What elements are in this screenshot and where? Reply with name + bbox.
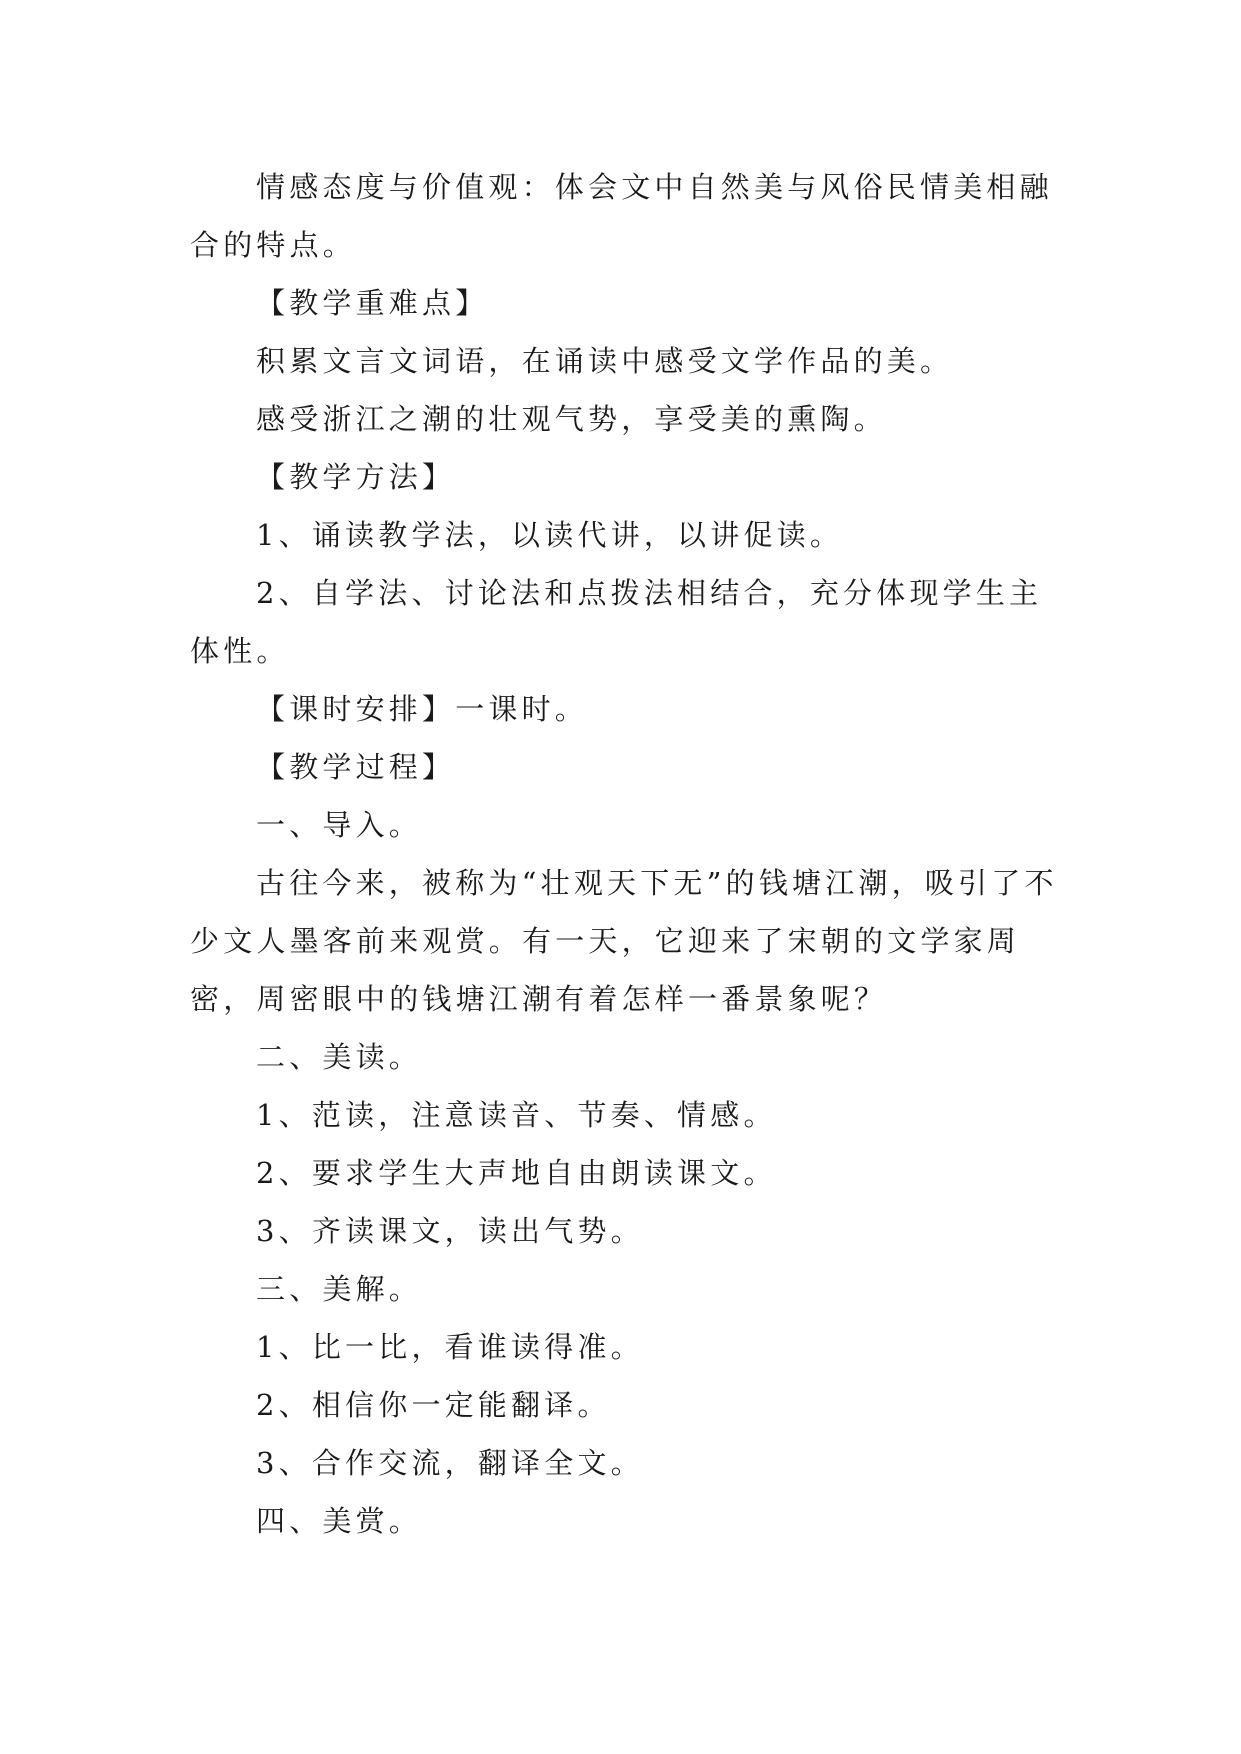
paragraph-understanding-3: 3、合作交流，翻译全文。 (256, 1446, 644, 1480)
section-appreciation: 四、美赏。 (256, 1504, 423, 1538)
paragraph-understanding-2: 2、相信你一定能翻译。 (256, 1388, 611, 1422)
paragraph-method-2: 2、自学法、讨论法和点拨法相结合，充分体现学生主体性。 (190, 576, 1043, 668)
paragraph-introduction: 古往今来，被称为“壮观天下无”的钱塘江潮，吸引了不少文人墨客前来观赏。有一天，它迎来了宋朝的文学家周密，周密眼中的钱塘江潮有着怎样一番景象呢？ (190, 866, 1058, 1016)
section-introduction: 一、导入。 (256, 808, 423, 842)
heading-key-points: 【教学重难点】 (256, 286, 489, 320)
section-reading: 二、美读。 (256, 1040, 423, 1074)
heading-teaching-methods: 【教学方法】 (256, 460, 456, 494)
section-understanding: 三、美解。 (256, 1272, 423, 1306)
paragraph-key-point-1: 积累文言文词语，在诵读中感受文学作品的美。 (256, 344, 954, 378)
paragraph-reading-1: 1、范读，注意读音、节奏、情感。 (256, 1098, 777, 1132)
paragraph-understanding-1: 1、比一比，看谁读得准。 (256, 1330, 644, 1364)
paragraph-reading-2: 2、要求学生大声地自由朗读课文。 (256, 1156, 777, 1190)
paragraph-key-point-2: 感受浙江之潮的壮观气势，享受美的熏陶。 (256, 402, 887, 436)
paragraph-values-goal: 情感态度与价值观：体会文中自然美与风俗民情美相融合的特点。 (190, 170, 1053, 262)
document-body (190, 158, 1060, 1550)
heading-teaching-process: 【教学过程】 (256, 750, 456, 784)
paragraph-reading-3: 3、齐读课文，读出气势。 (256, 1214, 644, 1248)
paragraph-method-1: 1、诵读教学法，以读代讲，以讲促读。 (256, 518, 844, 552)
heading-schedule: 【课时安排】一课时。 (256, 692, 589, 726)
